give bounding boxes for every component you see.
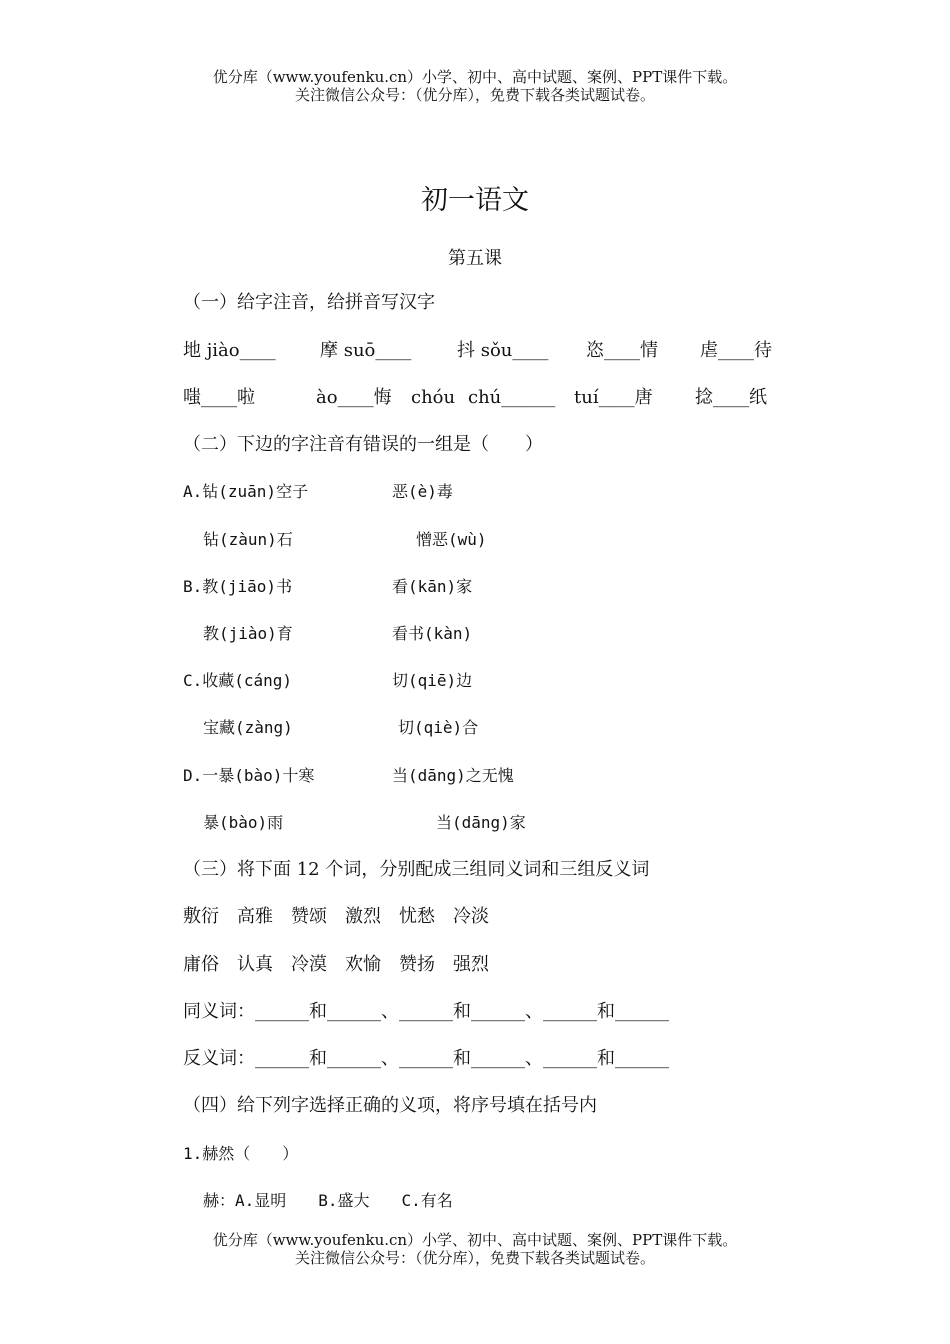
s1-r2-item-5: tuí____唐 bbox=[574, 387, 653, 408]
s2-option-c-right: 切(qiē)边 bbox=[392, 671, 473, 690]
s2-option-b2-left: 教(jiào)育 bbox=[203, 624, 293, 643]
document-title: 初一语文 bbox=[421, 185, 529, 216]
s2-option-c-left: C.收藏(cáng) bbox=[183, 671, 293, 690]
section-2-heading: （二）下边的字注音有错误的一组是（ ） bbox=[183, 434, 543, 455]
footer-line-2: 关注微信公众号：（优分库），免费下载各类试题试卷。 bbox=[294, 1249, 655, 1267]
s2-option-d2-right: 当(dāng)家 bbox=[436, 813, 526, 832]
s2-option-d-left: D.一暴(bào)十寒 bbox=[183, 766, 315, 785]
s2-option-b2-right: 看书(kàn) bbox=[392, 624, 473, 643]
s2-option-d2-left: 暴(bào)雨 bbox=[203, 813, 284, 832]
s1-r2-item-1: 嗤____啦 bbox=[183, 387, 255, 408]
section-4-heading: （四）给下列字选择正确的义项，将序号填在括号内 bbox=[183, 1095, 597, 1116]
synonyms-line: 同义词：______和______、______和______、______和______ bbox=[183, 1001, 669, 1022]
s1-r1-item-5: 虐____待 bbox=[700, 340, 772, 361]
s2-option-a-right: 恶(è)毒 bbox=[392, 482, 453, 501]
question-1-options: 赫：A.显明 B.盛大 C.有名 bbox=[203, 1191, 453, 1210]
page-footer bbox=[0, 1231, 950, 1267]
s2-option-a2-left: 钻(zàun)石 bbox=[203, 530, 293, 549]
s2-option-a2-right: 憎恶(wù) bbox=[416, 530, 487, 549]
s1-r1-item-2: 摩 suō____ bbox=[320, 340, 412, 361]
header-line-2: 关注微信公众号：（优分库），免费下载各类试题试卷。 bbox=[294, 86, 655, 104]
section-3-heading: （三）将下面 12 个词，分别配成三组同义词和三组反义词 bbox=[183, 859, 650, 880]
s2-option-b-left: B.教(jiāo)书 bbox=[183, 577, 293, 596]
question-1: 1.赫然（ ） bbox=[183, 1144, 299, 1163]
s1-r2-item-6: 捻____纸 bbox=[695, 387, 767, 408]
s1-r2-item-2: ào____悔 bbox=[316, 387, 392, 408]
page-header bbox=[0, 68, 950, 104]
s1-r1-item-1: 地 jiào____ bbox=[183, 340, 276, 361]
s1-r2-item-3: chóu bbox=[411, 387, 456, 408]
s2-option-d-right: 当(dāng)之无愧 bbox=[392, 766, 514, 785]
s1-r1-item-4: 恣____情 bbox=[586, 340, 658, 361]
header-line-1: 优分库（www.youfenku.cn）小学、初中、高中试题、案例、PPT课件下载。 bbox=[212, 68, 738, 86]
antonyms-line: 反义词：______和______、______和______、______和______ bbox=[183, 1048, 669, 1069]
footer-line-1: 优分库（www.youfenku.cn）小学、初中、高中试题、案例、PPT课件下载。 bbox=[212, 1231, 738, 1249]
lesson-title: 第五课 bbox=[448, 248, 502, 269]
s2-option-c2-right: 切(qiè)合 bbox=[398, 718, 479, 737]
s1-r1-item-3: 抖 sǒu____ bbox=[457, 340, 549, 361]
section-1-heading: （一）给字注音，给拼音写汉字 bbox=[183, 292, 435, 313]
s2-option-b-right: 看(kān)家 bbox=[392, 577, 473, 596]
s2-option-c2-left: 宝藏(zàng) bbox=[203, 718, 293, 737]
s2-option-a-left: A.钻(zuān)空子 bbox=[183, 482, 309, 501]
word-list-2: 庸俗 认真 冷漠 欢愉 赞扬 强烈 bbox=[183, 954, 489, 975]
word-list-1: 敷衍 高雅 赞颂 激烈 忧愁 冷淡 bbox=[183, 906, 489, 927]
s1-r2-item-4: chú______ bbox=[468, 387, 556, 408]
